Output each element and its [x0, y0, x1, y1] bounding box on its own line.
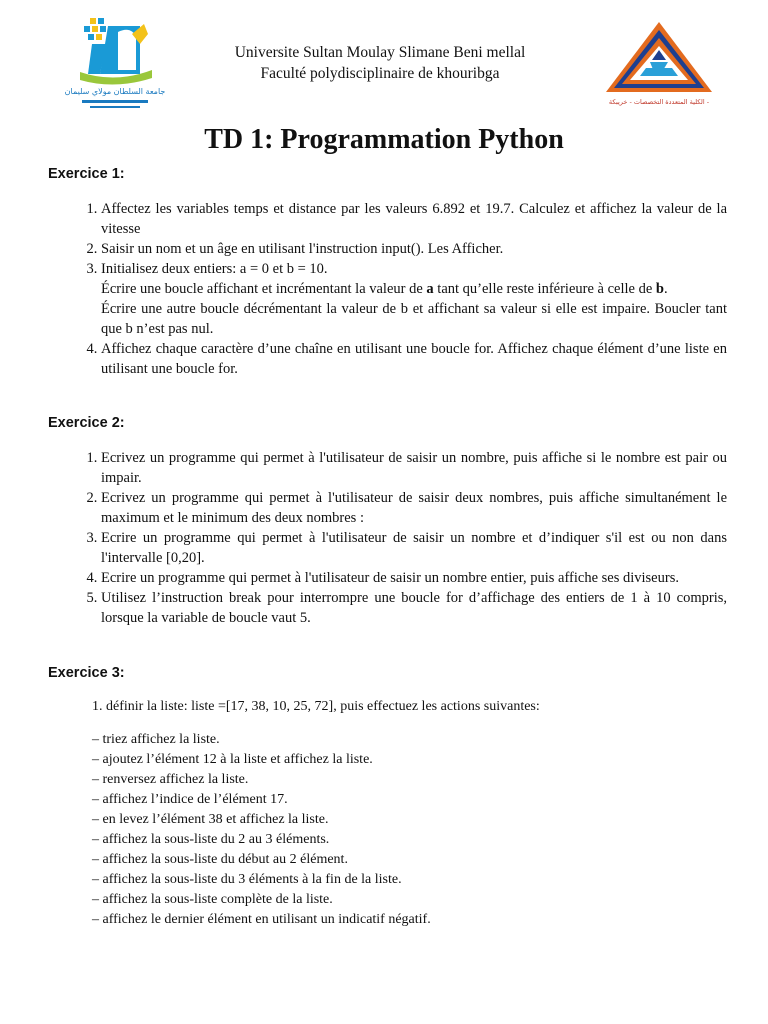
item-text: Affectez les variables temps et distance par les valeurs 6.892 et 19.7. Calculez et affichez la valeur de la vitesse — [101, 201, 727, 237]
list-item: 1. Ecrivez un programme qui permet à l'utilisateur de saisir un nombre, puis affiche si le nombre est pair ou impair. — [101, 448, 727, 488]
action-item: – triez affichez la liste. — [92, 732, 220, 747]
exercice-3-title: Exercice 3: — [48, 665, 125, 681]
item-text: Affichez chaque caractère d’une chaîne en utilisant une boucle for. Affichez chaque élément d’une liste en utilisant une boucle for. — [101, 341, 727, 377]
faculty-name: Faculté polydisciplinaire de khouribga — [260, 65, 500, 82]
variable-a: a — [426, 281, 434, 297]
action-item: – affichez le dernier élément en utilisant un indicatif négatif. — [92, 912, 431, 927]
faculty-logo-arabic-text: الكلية المتعددة التخصصات - خريبكة - — [608, 98, 710, 106]
university-name: Universite Sultan Moulay Slimane Beni mellal — [234, 44, 526, 61]
exercice-1-title: Exercice 1: — [48, 166, 125, 182]
text-segment: . — [663, 281, 668, 297]
exercice-3-actions — [92, 730, 431, 930]
list-item: 4. Ecrire un programme qui permet à l'utilisateur de saisir un nombre entier, puis affiche ses diviseurs. — [101, 568, 727, 588]
exercice-2-title: Exercice 2: — [48, 415, 125, 431]
action-item: – affichez la sous-liste complète de la liste. — [92, 892, 333, 907]
item-line — [101, 279, 727, 299]
list-item — [101, 259, 727, 339]
list-item — [101, 239, 727, 259]
document-header — [0, 0, 768, 120]
action-item: – ajoutez l’élément 12 à la liste et affichez la liste. — [92, 752, 373, 767]
action-item: – en levez l’élément 38 et affichez la liste. — [92, 812, 329, 827]
list-item: 5. Utilisez l’instruction break pour interrompre une boucle for d’affichage des entiers de 1 à 10 compris, lorsque la variable de boucle vaut 5. — [101, 588, 727, 628]
text-segment: Écrire une boucle affichant et incrémentant la valeur de — [101, 281, 427, 297]
item-line: Écrire une autre boucle décrémentant la valeur de b et affichant sa valeur si elle est impaire. Boucler tant que b n’est pas nul. — [101, 301, 727, 337]
list-item: 3. Ecrire un programme qui permet à l'utilisateur de saisir un nombre et d’indiquer s'il est ou non dans l'intervalle [0,20]. — [101, 528, 727, 568]
action-item: – affichez la sous-liste du 2 au 3 éléments. — [92, 832, 330, 847]
list-item — [101, 199, 727, 239]
variable-b: b — [655, 281, 664, 297]
university-logo — [64, 14, 166, 114]
list-item — [101, 339, 727, 379]
list-item: 2. Ecrivez un programme qui permet à l'utilisateur de saisir deux nombres, puis affiche simultanément le maximum et le minimum des deux nombres : — [101, 488, 727, 528]
page-title: TD 1: Programmation Python — [204, 124, 564, 155]
faculty-logo — [600, 20, 718, 110]
exercice-2-list — [48, 448, 727, 628]
action-item: – renversez affichez la liste. — [92, 772, 249, 787]
institution-names — [180, 42, 580, 84]
item-line: 3. Initialisez deux entiers: a = 0 et b = 10. — [101, 261, 328, 277]
action-item: – affichez la sous-liste du début au 2 élément. — [92, 852, 348, 867]
action-item: – affichez l’indice de l’élément 17. — [92, 792, 288, 807]
university-logo-arabic-text: جامعة السلطان مولاي سليمان — [64, 87, 166, 96]
exercice-3-intro: 1. définir la liste: liste =[17, 38, 10, 25, 72], puis effectuez les actions suivantes: — [92, 699, 540, 714]
action-item: – affichez la sous-liste du 3 éléments à la fin de la liste. — [92, 872, 402, 887]
item-text: Saisir un nom et un âge en utilisant l'instruction input(). Les Afficher. — [101, 241, 504, 257]
text-segment: tant qu’elle reste inférieure à celle de — [433, 281, 656, 297]
exercice-1-list — [48, 199, 727, 379]
